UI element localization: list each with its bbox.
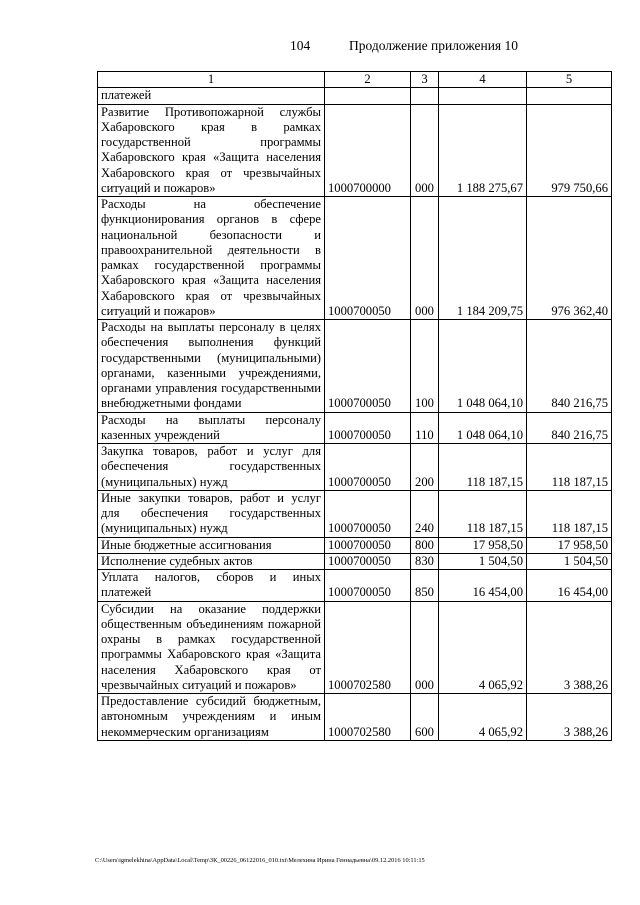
cell-code: 1000702580	[325, 601, 411, 694]
cell-code: 1000700050	[325, 553, 411, 569]
column-header-sum-1: 4	[439, 72, 527, 88]
cell-type: 100	[411, 320, 439, 413]
cell-name: Расходы на выплаты персоналу казенных учреждений	[98, 412, 325, 444]
budget-table	[97, 71, 612, 741]
cell-type: 600	[411, 694, 439, 741]
cell-sum-1	[439, 88, 527, 104]
column-header-type: 3	[411, 72, 439, 88]
cell-sum-2	[527, 88, 612, 104]
cell-sum-2: 118 187,15	[527, 444, 612, 491]
cell-sum-2: 979 750,66	[527, 104, 612, 197]
page-number: 104	[290, 38, 311, 53]
cell-sum-1: 4 065,92	[439, 601, 527, 694]
cell-name: Иные закупки товаров, работ и услуг для обеспечения государственных (муниципальных) нужд	[98, 490, 325, 537]
cell-name: Расходы на выплаты персоналу в целях обеспечения выполнения функций государственными (муниципальными) органами, казенными учреждениями, органами управления государственными внебюджетными фондами	[98, 320, 325, 413]
table-row	[98, 444, 612, 491]
cell-type: 850	[411, 570, 439, 602]
cell-sum-1: 1 504,50	[439, 553, 527, 569]
cell-sum-2: 1 504,50	[527, 553, 612, 569]
cell-name: Исполнение судебных актов	[98, 553, 325, 569]
table-row	[98, 320, 612, 413]
cell-sum-2: 3 388,26	[527, 601, 612, 694]
cell-sum-1: 1 184 209,75	[439, 197, 527, 320]
cell-sum-1: 1 048 064,10	[439, 320, 527, 413]
cell-sum-2: 118 187,15	[527, 490, 612, 537]
table-row	[98, 104, 612, 197]
cell-sum-2: 3 388,26	[527, 694, 612, 741]
cell-sum-1: 1 048 064,10	[439, 412, 527, 444]
cell-code: 1000700050	[325, 197, 411, 320]
table-row	[98, 197, 612, 320]
cell-sum-1: 1 188 275,67	[439, 104, 527, 197]
cell-type: 200	[411, 444, 439, 491]
cell-name: Развитие Противопожарной службы Хабаровского края в рамках государственной программы Хабаровского края «Защита населения Хабаровского края от чрезвычайных ситуаций и пожаров»	[98, 104, 325, 197]
cell-name: Закупка товаров, работ и услуг для обеспечения государственных (муниципальных) нужд	[98, 444, 325, 491]
column-header-sum-2: 5	[527, 72, 612, 88]
cell-sum-1: 118 187,15	[439, 444, 527, 491]
table-row	[98, 694, 612, 741]
table-row	[98, 601, 612, 694]
cell-sum-2: 840 216,75	[527, 320, 612, 413]
cell-code: 1000700050	[325, 490, 411, 537]
cell-sum-2: 976 362,40	[527, 197, 612, 320]
cell-type: 000	[411, 601, 439, 694]
page-caption: Продолжение приложения 10	[349, 38, 519, 53]
cell-name: Субсидии на оказание поддержки общественным объединениям пожарной охраны в рамках государственной программы Хабаровского края «Защита населения Хабаровского края от чрезвычайных ситуаций и пожаров»	[98, 601, 325, 694]
table-row	[98, 553, 612, 569]
cell-sum-1: 16 454,00	[439, 570, 527, 602]
cell-sum-1: 4 065,92	[439, 694, 527, 741]
cell-type: 240	[411, 490, 439, 537]
cell-code: 1000700000	[325, 104, 411, 197]
table-row	[98, 490, 612, 537]
table-row	[98, 570, 612, 602]
cell-name: платежей	[98, 88, 325, 104]
cell-sum-2: 16 454,00	[527, 570, 612, 602]
page-header	[0, 38, 640, 58]
cell-code: 1000700050	[325, 444, 411, 491]
cell-code: 1000702580	[325, 694, 411, 741]
cell-type	[411, 88, 439, 104]
cell-sum-1: 118 187,15	[439, 490, 527, 537]
cell-sum-2: 840 216,75	[527, 412, 612, 444]
column-header-name: 1	[98, 72, 325, 88]
cell-type: 000	[411, 197, 439, 320]
cell-code	[325, 88, 411, 104]
table-body	[98, 88, 612, 741]
cell-name: Предоставление субсидий бюджетным, автономным учреждениям и иным некоммерческим организациям	[98, 694, 325, 741]
column-header-code: 2	[325, 72, 411, 88]
table-row	[98, 88, 612, 104]
cell-type: 000	[411, 104, 439, 197]
cell-code: 1000700050	[325, 320, 411, 413]
cell-name: Иные бюджетные ассигнования	[98, 537, 325, 553]
cell-code: 1000700050	[325, 412, 411, 444]
table-header-row	[98, 72, 612, 88]
cell-type: 110	[411, 412, 439, 444]
cell-code: 1000700050	[325, 570, 411, 602]
table-row	[98, 537, 612, 553]
table-row	[98, 412, 612, 444]
cell-sum-1: 17 958,50	[439, 537, 527, 553]
cell-type: 830	[411, 553, 439, 569]
cell-name: Расходы на обеспечение функционирования органов в сфере национальной безопасности и правоохранительной деятельности в рамках государственной программы Хабаровского края «Защита населения Хабаровского края от чрезвычайных ситуаций и пожаров»	[98, 197, 325, 320]
cell-sum-2: 17 958,50	[527, 537, 612, 553]
footer-path: C:\Users\igmelekhina\AppData\Local\Temp\ЗК_00226_06122016_010.txt\Мелехина Ирина Геннадьевна\09.12.2016 10:11:15	[95, 857, 425, 864]
cell-name: Уплата налогов, сборов и иных платежей	[98, 570, 325, 602]
cell-type: 800	[411, 537, 439, 553]
cell-code: 1000700050	[325, 537, 411, 553]
